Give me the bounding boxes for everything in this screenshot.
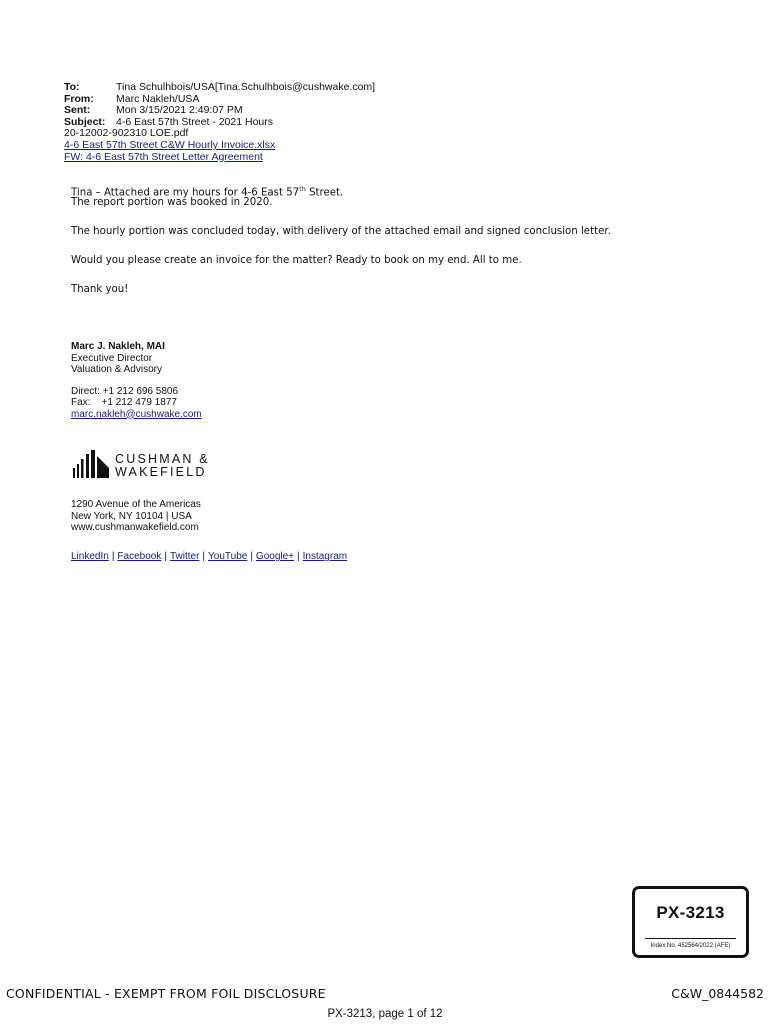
stamp-divider — [645, 938, 736, 939]
body-line-report: The report portion was booked in 2020. — [71, 197, 273, 208]
sent-label: Sent: — [64, 104, 91, 117]
website: www.cushmanwakefield.com — [71, 522, 199, 533]
signature-dept: Valuation & Advisory — [71, 364, 162, 375]
instagram-link[interactable]: Instagram — [302, 551, 348, 562]
to-label: To: — [64, 81, 80, 93]
body-line1-end: Street. — [305, 187, 344, 199]
social-links — [71, 551, 347, 562]
attachment-xlsx-link[interactable]: 4-6 East 57th Street C&W Hourly Invoice.xlsx — [64, 138, 276, 151]
to-value: Tina Schulhbois/USA[Tina.Schulhbois@cushwake.com] — [116, 81, 376, 93]
from-value: Marc Nakleh/USA — [116, 92, 200, 105]
signature-direct: Direct: +1 212 696 5806 — [71, 385, 179, 397]
body-line1-text: Tina – Attached are my hours for 4-6 East 57 — [71, 187, 300, 199]
body-line-hourly: The hourly portion was concluded today, with delivery of the attached email and signed conclusion letter. — [71, 226, 611, 237]
signature-email-link[interactable]: marc.nakleh@cushwake.com — [71, 408, 202, 420]
signature-fax: Fax: +1 212 479 1877 — [71, 397, 177, 408]
body-line-thanks: Thank you! — [71, 284, 129, 295]
body-line1-sup: th — [299, 185, 306, 193]
google-link[interactable]: Google+ — [255, 551, 295, 562]
page-number: PX-3213, page 1 of 12 — [327, 1008, 443, 1020]
signature-block — [71, 341, 202, 420]
separator: | — [297, 551, 300, 562]
separator: | — [202, 551, 206, 562]
body-line-invoice: Would you please create an invoice for the matter? Ready to book on my end. All to me. — [71, 255, 522, 266]
logo-line2: WAKEFIELD — [115, 465, 207, 479]
separator: | — [164, 551, 167, 562]
confidential-footer: CONFIDENTIAL - EXEMPT FROM FOIL DISCLOSURE — [6, 986, 326, 1001]
attachment-email-link[interactable]: FW: 4-6 East 57th Street Letter Agreement — [64, 150, 263, 163]
signature-title: Executive Director — [71, 352, 153, 364]
subject-value: 4-6 East 57th Street - 2021 Hours — [116, 115, 274, 128]
bates-number: C&W_0844582 — [671, 986, 764, 1001]
exhibit-number: PX-3213 — [656, 903, 725, 922]
logo-bars-icon — [71, 450, 111, 480]
exhibit-stamp — [632, 886, 749, 958]
separator: | — [111, 551, 115, 562]
from-label: From: — [64, 92, 94, 105]
logo-wordmark — [115, 453, 210, 479]
youtube-link[interactable]: YouTube — [208, 551, 248, 562]
address-line1: 1290 Avenue of the Americas — [71, 499, 201, 510]
address-block — [71, 499, 201, 534]
address-line2: New York, NY 10104 | USA — [71, 510, 192, 522]
separator: | — [250, 551, 253, 562]
twitter-link[interactable]: Twitter — [169, 551, 200, 562]
subject-label: Subject: — [64, 115, 106, 128]
attachment-pdf: 20-12002-902310 LOE.pdf — [64, 127, 189, 140]
facebook-link[interactable]: Facebook — [117, 551, 162, 562]
logo-line1: CUSHMAN & — [115, 452, 210, 466]
email-header — [64, 82, 375, 163]
to-row — [64, 82, 375, 94]
sent-value: Mon 3/15/2021 2:49:07 PM — [116, 104, 243, 117]
cushman-wakefield-logo — [71, 448, 221, 482]
exhibit-index: Index No. 452564/2022 (AFE) — [650, 943, 731, 949]
linkedin-link[interactable]: LinkedIn — [71, 551, 109, 562]
signature-name: Marc J. Nakleh, MAI — [71, 341, 165, 352]
